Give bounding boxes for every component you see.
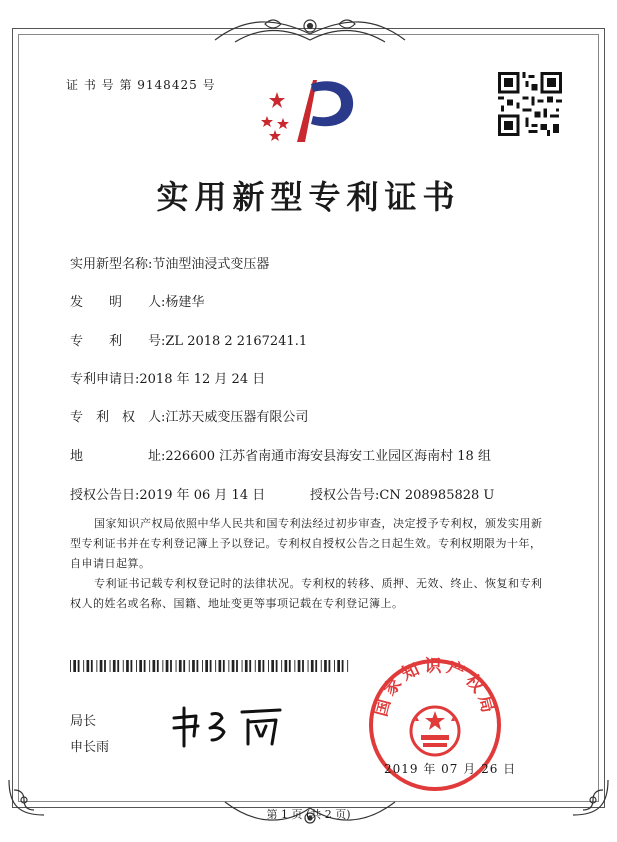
field-utility-model-name [70,253,269,272]
statement-paragraph-2: 专利证书记载专利权登记时的法律状况。专利权的转移、质押、无效、终止、恢复和专利权人的姓名或名称、国籍、地址变更等事项记载在专利登记簿上。 [70,577,543,610]
field-application-date [70,368,265,387]
field-label: 授权公告日: [70,488,140,503]
svg-text:国家知识产权局 [371,656,498,718]
seal-date: 2019 年 07 月 26 日 [384,762,517,776]
field-value: 2018 年 12 月 24 日 [139,372,266,387]
field-label: 授权公告号: [310,488,380,503]
certificate-title: 实用新型专利证书 [156,178,461,216]
field-patent-number [70,330,307,349]
patent-office-logo [255,72,365,152]
field-label: 专 利 权 人: [70,410,166,425]
director-signature [168,700,318,750]
field-patentee [70,406,308,425]
certificate-number-value: 9148425 [137,78,198,92]
field-grant-number [310,484,494,503]
director-title: 局长 [70,714,97,729]
seal-text: 国家知识产权局 [371,656,499,719]
field-value: CN 208985828 U [379,488,495,503]
field-value: 节油型油浸式变压器 [152,257,270,272]
barcode [70,660,350,672]
field-address [70,445,491,464]
field-grant-date [70,484,265,503]
certificate-number-suffix: 号 [202,78,216,92]
field-value: 226600 江苏省南通市海安县海安工业园区海南村 18 组 [165,449,491,464]
field-label: 专 利 号: [70,334,166,349]
field-value: 杨建华 [165,295,205,310]
field-label: 地 址: [70,449,166,464]
certificate-number [66,76,216,93]
field-inventor [70,291,204,310]
page-number: 第 1 页 (共 2 页) [266,808,351,821]
director-name: 申长雨 [70,740,110,755]
field-label: 专利申请日: [70,372,140,387]
field-value: ZL 2018 2 2167241.1 [165,334,308,349]
field-value: 2019 年 06 月 14 日 [139,488,266,503]
statement-paragraph-1: 国家知识产权局依照中华人民共和国专利法经过初步审查，决定授予专利权，颁发实用新型专利证书并在专利登记簿上予以登记。专利权自授权公告之日起生效。专利权期限为十年，自申请日起算。 [70,517,543,570]
top-ornament [205,12,415,52]
field-label: 发 明 人: [70,295,166,310]
qr-code [498,72,562,136]
certificate-number-label: 证 书 号 第 [66,78,133,92]
field-value: 江苏天威变压器有限公司 [165,410,309,425]
field-label: 实用新型名称: [70,257,153,272]
